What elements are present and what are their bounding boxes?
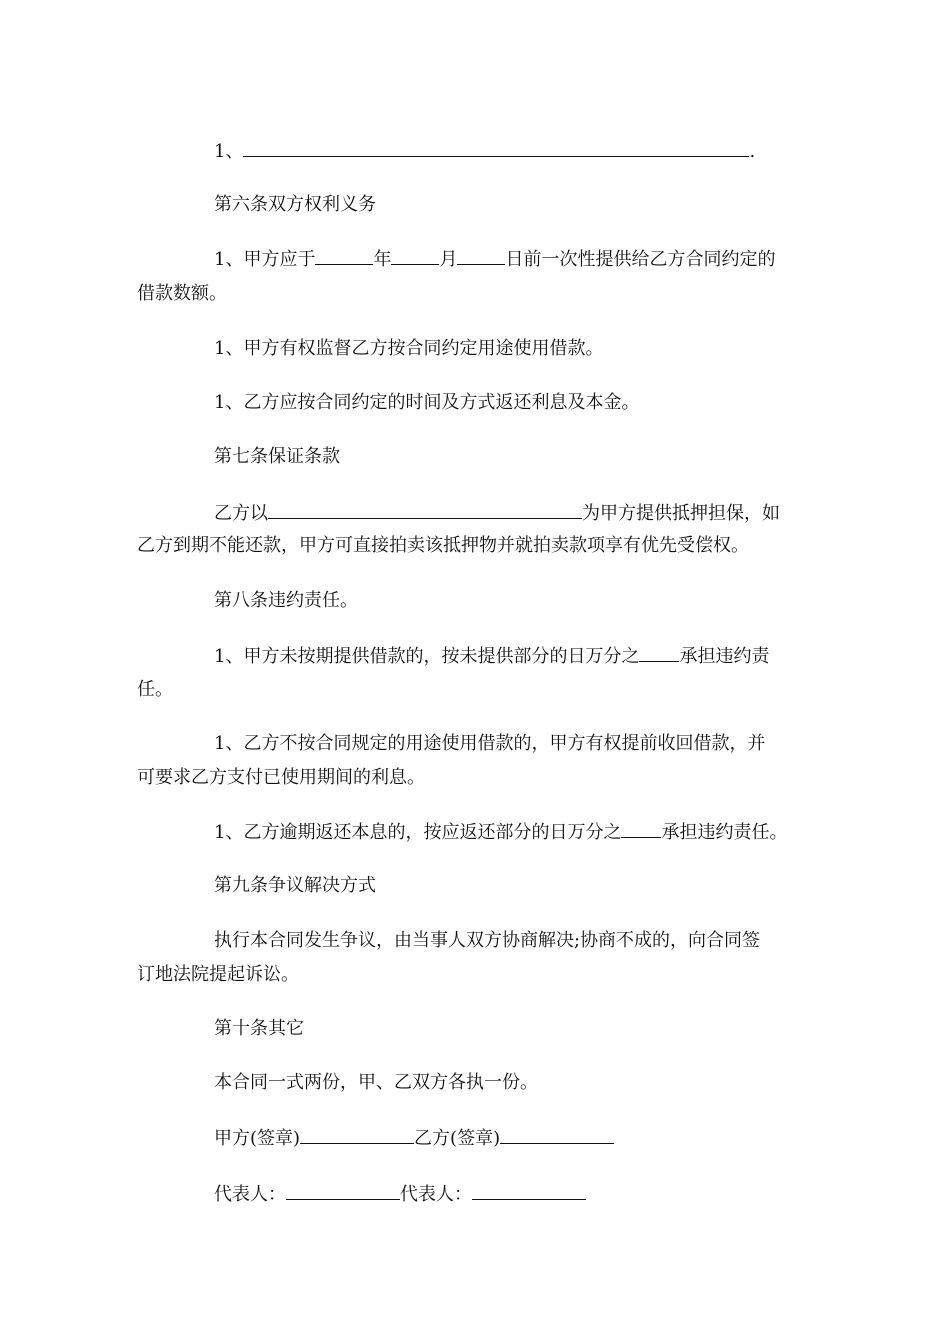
article9-p1: 执行本合同发生争议，由当事人双方协商解决;协商不成的，向合同签 [214,930,761,951]
article9-heading: 第九条争议解决方式 [214,875,376,896]
party-a-signature-blank [300,1125,414,1144]
year-label: 年 [373,249,392,270]
collateral-blank [268,500,582,519]
rate-blank [639,643,679,662]
article6-p1-text: 1、甲方应于 [214,249,316,270]
year-blank [315,246,373,265]
article6-p1-text-end: 日前一次性提供给乙方合同约定的 [505,249,776,270]
article10-heading: 第十条其它 [214,1018,304,1039]
rep-b-label: 代表人： [400,1184,472,1205]
item-prefix: 1、 [214,141,244,162]
article8-p1-cont: 任。 [137,679,173,700]
article8-p3 [214,819,787,846]
rep-b-blank [472,1181,586,1200]
article7-heading: 第七条保证条款 [214,446,340,467]
fill-blank [243,138,749,157]
end-dot: . [749,141,756,162]
article7-p1-cont: 乙方到期不能还款，甲方可直接拍卖该抵押物并就拍卖款项享有优先受偿权。 [137,535,749,556]
rep-a-blank [286,1181,400,1200]
article6-heading: 第六条双方权利义务 [214,194,376,215]
article8-p3-text: 1、乙方逾期返还本息的，按应返还部分的日万分之 [214,822,622,843]
article8-p1-text-end: 承担违约责 [679,646,770,667]
article8-p1 [214,643,769,670]
article6-p1-cont: 借款数额。 [137,283,227,304]
article6-p3: 1、乙方应按合同约定的时间及方式返还利息及本金。 [214,392,640,413]
party-a-signature-label: 甲方(签章) [214,1128,301,1149]
item-line-blank [214,138,755,165]
month-blank [391,246,439,265]
article9-p1-cont: 订地法院提起诉讼。 [137,964,299,985]
article7-p1-text: 乙方以 [214,503,268,524]
article8-p1-text: 1、甲方未按期提供借款的，按未提供部分的日万分之 [214,646,640,667]
article7-p1-text-end: 为甲方提供抵押担保，如 [582,503,780,524]
day-blank [457,246,505,265]
month-label: 月 [439,249,458,270]
article6-p1 [214,246,775,273]
article6-p2: 1、甲方有权监督乙方按合同约定用途使用借款。 [214,338,604,359]
article8-p2-cont: 可要求乙方支付已使用期间的利息。 [137,767,425,788]
party-b-signature-label: 乙方(签章) [414,1128,501,1149]
representative-line [214,1181,586,1208]
rep-a-label: 代表人： [214,1184,286,1205]
party-b-signature-blank [500,1125,614,1144]
penalty-rate-blank [621,819,661,838]
article8-p2: 1、乙方不按合同规定的用途使用借款的，甲方有权提前收回借款，并 [214,733,766,754]
article7-p1 [214,500,780,527]
article10-p1: 本合同一式两份，甲、乙双方各执一份。 [214,1072,538,1093]
signature-line [214,1125,614,1152]
article8-p3-text-end: 承担违约责任。 [661,822,788,843]
article8-heading: 第八条违约责任。 [214,590,358,611]
